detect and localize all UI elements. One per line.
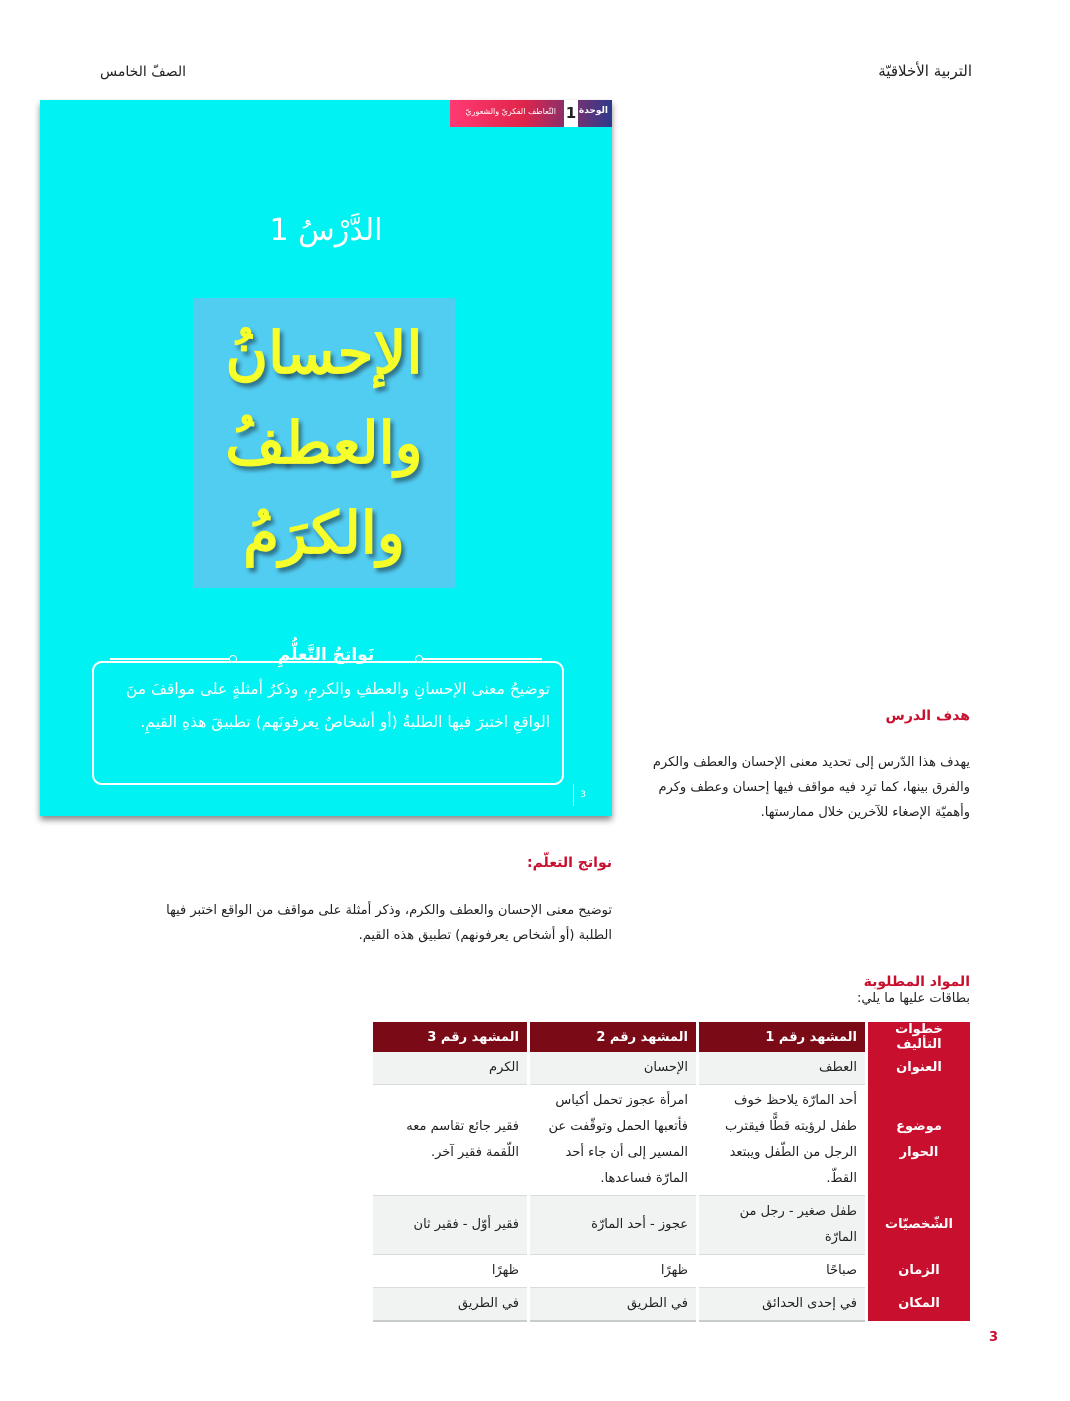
column-header: المشهد رقم 1: [698, 1022, 867, 1052]
table-cell: ظهرًا: [529, 1255, 698, 1288]
column-header: المشهد رقم 3: [372, 1022, 529, 1052]
table-cell: امرأة عجوز تحمل أكياس فأتعبها الحمل وتوقّفت عن المسير إلى أن جاء أحد المارّة فساعدها.: [529, 1085, 698, 1196]
row-header: موضوع الحوار: [867, 1085, 971, 1196]
row-header: الزمان: [867, 1255, 971, 1288]
table-cell: في الطريق: [529, 1288, 698, 1322]
lesson-cover: [40, 100, 612, 816]
cover-outcomes-title: نَواتِجُ التَّعلُّمِ: [277, 645, 375, 665]
header-grade: الصفّ الخامس: [100, 64, 187, 80]
unit-title: التّعاطف الفكريّ والشعوريّ: [465, 107, 556, 116]
table-cell: في الطريق: [372, 1288, 529, 1322]
unit-word: الوحدة: [578, 106, 608, 116]
materials-subtitle: بطاقات عليها ما يلي:: [856, 991, 970, 1006]
row-header: العنوان: [867, 1052, 971, 1085]
unit-strip: [450, 100, 612, 127]
table-cell: العطف: [698, 1052, 867, 1085]
lesson-title-line: والكرَمُ: [243, 499, 405, 567]
cover-outcomes-box: توضيحُ معنى الإحسانِ والعطفِ والكرمِ، وذكرُ أمثلةٍ على مواقفَ منَ الواقعِ اختبرَ فيها الطلبةُ (أو أشخاصٌ يعرفونَهم) تطبيقَ هذهِ القيمِ.: [92, 661, 564, 785]
lesson-title-box: [193, 298, 455, 588]
table-cell: فقير جائع تقاسم معه اللّقمة فقير آخر.: [372, 1085, 529, 1196]
table-cell: طفل صغير - رجل من المارّة: [698, 1196, 867, 1255]
table-cell: عجوز - أحد المارّة: [529, 1196, 698, 1255]
table-cell: فقير أوّل - فقير ثان: [372, 1196, 529, 1255]
table-cell: أحد المارّة يلاحظ خوف طفل لرؤيته قطًّا فيقترب الرجل من الطّفل ويبتعد القطّ.: [698, 1085, 867, 1196]
column-header: المشهد رقم 2: [529, 1022, 698, 1052]
lesson-title-line: الإحسانُ: [225, 319, 423, 387]
goal-text: يهدف هذا الدّرس إلى تحديد معنى الإحسان والعطف والكرم والفرق بينها، كما ترِد فيه مواقف فيها إحسان وعطف وكرم وأهميّة الإصغاء للآخرين خلال ممارستها.: [652, 755, 970, 820]
table-row: [372, 1288, 971, 1322]
learning-outcomes-text: توضيح معنى الإحسان والعطف والكرم، وذكر أمثلة على مواقف من الواقع اختبر فيها الطلبة (أو أشخاص يعرفونهم) تطبيق هذه القيم.: [166, 903, 612, 943]
table-row: [372, 1052, 971, 1085]
table-corner-header: خطوات التأليف: [867, 1022, 971, 1052]
materials-title: المواد المطلوبة: [863, 974, 970, 990]
goal-title: هدف الدرس: [885, 708, 970, 724]
row-header: المكان: [867, 1288, 971, 1322]
lesson-title-line: والعطفُ: [225, 409, 423, 477]
table-row: [372, 1196, 971, 1255]
learning-outcomes-title: نواتج التعلّم:: [526, 855, 612, 871]
lesson-label: الدَّرْسُ 1: [269, 213, 383, 248]
table-row: [372, 1255, 971, 1288]
composition-steps-table: [370, 1022, 970, 1322]
row-header: الشّخصيّات: [867, 1196, 971, 1255]
page-number: 3: [988, 1330, 998, 1345]
unit-number: 1: [564, 100, 578, 127]
table-cell: صباحًا: [698, 1255, 867, 1288]
cover-page-mark: 3: [573, 784, 586, 806]
table-cell: الإحسان: [529, 1052, 698, 1085]
table-cell: في إحدى الحدائق: [698, 1288, 867, 1322]
table-cell: الكرم: [372, 1052, 529, 1085]
header-subject: التربية الأخلاقيّة: [878, 62, 972, 80]
table-cell: ظهرًا: [372, 1255, 529, 1288]
table-row: [372, 1085, 971, 1196]
